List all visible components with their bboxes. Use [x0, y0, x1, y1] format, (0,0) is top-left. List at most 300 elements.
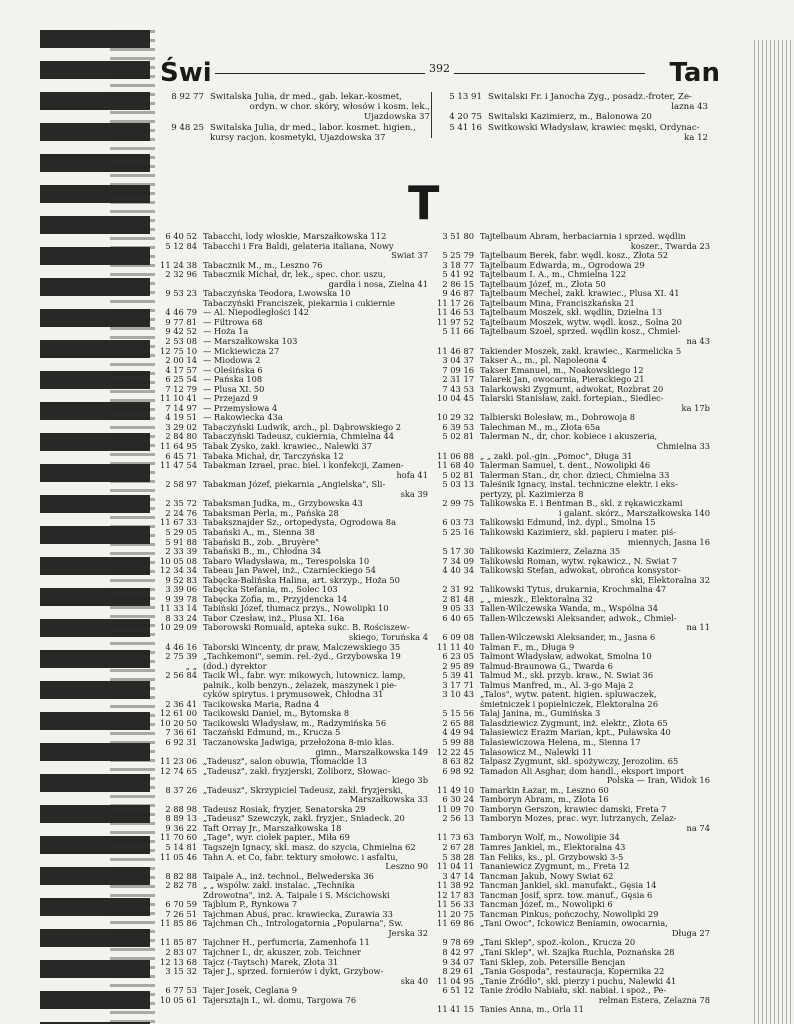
entry-text: Tajchman Ch., Intrologatornia „Popularna", Św.	[203, 919, 404, 929]
directory-entry	[153, 623, 428, 633]
phone-number: 3 18 77	[442, 259, 474, 270]
entry-text: — Przejazd 9	[203, 394, 258, 404]
entry-text: Tahn A. et Co, fabr. tektury smołowc. i asfaltu,	[203, 852, 399, 862]
phone-number: 11 47 54	[160, 460, 197, 471]
directory-entry	[153, 853, 428, 863]
page-edge	[754, 40, 794, 1024]
phone-number: 11 09 70	[437, 803, 474, 814]
entry-text: Długa 27	[671, 928, 710, 938]
phone-number: 10 05 61	[160, 994, 197, 1005]
entry-text: — Al. Niepodległości 142	[203, 308, 309, 318]
phone-number: 2 58 97	[165, 479, 197, 490]
page-number: 392	[425, 62, 454, 75]
phone-number: 2 00 14	[165, 355, 197, 366]
phone-number: 3 29 02	[165, 421, 197, 432]
entry-text: gimn., Marszałkowska 149	[315, 747, 428, 757]
phone-number: 5 99 88	[442, 736, 474, 747]
directory-entry	[153, 786, 428, 796]
entry-text: lazna 43	[671, 102, 708, 113]
entry-text: Tabacznik M., m., Leszno 76	[203, 260, 323, 270]
entry-text: „Tachkemoni", semin. rel.-żyd., Grzybowska 19	[203, 652, 401, 662]
directory-entry	[430, 919, 710, 929]
entry-text: Leszno 90	[385, 862, 428, 872]
entry-text: — Oleśińska 6	[203, 365, 263, 375]
phone-number: 3 17 71	[442, 679, 474, 690]
phone-number: 11 70 60	[160, 832, 197, 843]
phone-number: 10 20 50	[160, 717, 197, 728]
entry-text: Talikowski Edmund, inż. dypl., Smolna 15	[480, 518, 656, 528]
phone-number: 5 41 16	[449, 122, 482, 133]
entry-text: Takser Emanuel, m., Noakowskiego 12	[480, 365, 644, 375]
phone-number: 2 82 78	[165, 880, 197, 891]
phone-number: 6 40 65	[442, 612, 474, 623]
phone-number: 3 47 14	[442, 870, 474, 881]
entry-text: Tamarkin Łazar, m., Leszno 60	[480, 785, 609, 795]
entry-text: Tajtelbaum Szoel, sprzed. wędlin kosz., Chmiel-	[480, 327, 681, 337]
phone-number	[160, 112, 210, 122]
entry-text: (dod.) dyrektor	[203, 661, 267, 671]
entry-text: Tancman Jankiel, skl. manufakt., Gęsia 14	[480, 881, 657, 891]
entry-text: Tabański A., m., Sienna 38	[203, 527, 315, 537]
directory-entry	[153, 242, 428, 252]
entry-text: Ujazdowska 37	[364, 112, 430, 123]
entry-text: Świtalski Fr. i Janocha Zyg., posadz.-froter, Że-	[488, 92, 692, 102]
entry-text: Talarek Jan, owocarnia, Pierackiego 21	[480, 375, 645, 385]
phone-number: 9 05 33	[442, 603, 474, 614]
phone-number: 2 81 48	[442, 593, 474, 604]
entry-text: Tancman Jakub, Nowy Świat 62	[480, 871, 614, 881]
directory-entry	[160, 123, 430, 133]
entry-text: — Rakowiecka 43a	[203, 413, 283, 423]
entry-text: Tajchner H., perfumcria, Zamenhofa 11	[203, 938, 370, 948]
phone-number: 6 03 73	[442, 517, 474, 528]
entry-text: Talechman M., m., Złota 65a	[480, 422, 601, 432]
phone-number: 2 35 72	[165, 498, 197, 509]
phone-number: 2 88 98	[165, 803, 197, 814]
phone-number: 2 53 08	[165, 336, 197, 347]
phone-number: 8 33 24	[165, 612, 197, 623]
entry-text: — Miodowa 2	[203, 356, 261, 366]
phone-number: 9 53 23	[165, 288, 197, 299]
entry-text: „Tanie Źródło", skl. pierzy i puchu, Nalewki 41	[480, 976, 677, 986]
phone-number: 8 29 61	[442, 966, 474, 977]
phone-number: 12 75 10	[160, 345, 197, 356]
header-guide-word-left: Świ	[160, 58, 212, 88]
phone-number: 11 85 86	[160, 918, 197, 929]
phone-number: 9 36 22	[165, 822, 197, 833]
entry-text: Tabakman Izrael, prac. biel. i konfekcji, Zamen-	[203, 461, 404, 471]
entry-text: Tabęcka Stefania, m., Solec 103	[203, 585, 338, 595]
entry-text: Zdrowotna", inż. A. Taipale i S. Mścichowski	[203, 890, 390, 900]
directory-entry	[430, 986, 710, 996]
entry-text: Tabaczyński Ludwik, arch., pl. Dąbrowskiego 2	[203, 422, 402, 432]
phone-number: 5 17 30	[442, 546, 474, 557]
phone-number: 11 06 88	[437, 450, 474, 461]
entry-text: Tajersztajn I., wł. domu, Targowa 76	[203, 995, 357, 1005]
entry-text: „Tani Owoc", Ickowicz Beniamin, owocarnia,	[480, 919, 668, 929]
phone-number: 11 17 26	[437, 297, 474, 308]
column-separator	[431, 92, 432, 138]
phone-number: 4 17 57	[165, 364, 197, 375]
phone-number: 4 40 34	[442, 565, 474, 576]
entry-text: Tancman Pinkus, pończochy, Nowolipki 29	[480, 909, 659, 919]
entry-text: Talbierski Bolesław, m., Dobrowoja 8	[480, 413, 636, 423]
entry-text: Tamres Jankiel, m., Elektoralna 43	[480, 843, 626, 852]
entry-text: Tabęcka-Balińska Halina, art. skrzyp., Hoża 50	[203, 575, 400, 585]
entry-text: Taft Orray Jr., Marszałkowska 18	[203, 823, 342, 833]
directory-entry	[153, 480, 428, 490]
entry-text: Takser A., m., pl. Napoleona 4	[480, 356, 607, 366]
entry-text: Chmielna 33	[656, 442, 710, 452]
directory-entry	[430, 232, 710, 242]
entry-text: Tamboryn Gerszon, krawiec damski, Freta 7	[480, 804, 667, 814]
phone-number: 2 36 41	[165, 698, 197, 709]
entry-text: Tabakman Józef, piekarnia „Angielska", Śli-	[203, 480, 386, 490]
entry-text: relman Estera, Żelazna 78	[598, 995, 710, 1005]
phone-number: 11 73 63	[437, 832, 474, 843]
phone-number: 8 42 97	[442, 947, 474, 958]
directory-entry	[438, 133, 708, 143]
entry-text: ska 40	[400, 976, 428, 986]
entry-text: Talerman N., dr, chor. kobiece i akuszeria,	[480, 432, 658, 442]
phone-number: 11 68 40	[437, 460, 474, 471]
entry-text: Talasiewiczowa Helena, m., Sienna 17	[480, 737, 641, 747]
entry-text: miennych, Jasna 16	[627, 537, 710, 547]
entry-text: Tabor Czesław, inż., Plusa XI. 16a	[203, 613, 345, 623]
entry-text: Tajtelbaum I. A., m., Chmielna 122	[480, 270, 627, 280]
phone-number: 6 40 52	[165, 231, 197, 241]
phone-number: 2 86 15	[442, 278, 474, 289]
phone-number: 8 89 13	[165, 813, 197, 824]
entry-text: Talarkowski Zygmunt, adwokat, Rozbrat 20	[480, 384, 664, 394]
entry-text: „Tania Gospoda", restauracja, Kopernika 22	[480, 967, 665, 977]
phone-number: 6 39 53	[442, 421, 474, 432]
phone-number: 7 43 53	[442, 383, 474, 394]
entry-text: Świtalska Julia, dr med., gab. lekar.-kosmet,	[210, 92, 402, 102]
phone-number: 11 24 38	[160, 259, 197, 270]
entry-text: „Tadeusz", salon obuwia, Tłomackie 13	[203, 757, 368, 767]
phone-number: 9 77 81	[165, 316, 197, 327]
entry-text: Tacikowski Władysław, m., Radzymińska 56	[203, 718, 387, 728]
entry-text: Tajtelbaum Józef, m., Złota 50	[480, 279, 606, 289]
entry-text: kiego 3b	[391, 776, 428, 786]
entry-text: kursy racjon. kosmetyki, Ujazdowska 37	[210, 132, 386, 143]
phone-number: 7 36 61	[165, 727, 197, 738]
entry-text: Talarski Stanisław, zakł. fortepian., Siedlec-	[480, 394, 664, 404]
phone-number: 3 39 06	[165, 584, 197, 595]
entry-text: Tabiński Józef, tłumacz przys., Nowolipki 10	[203, 604, 389, 614]
right-column	[430, 232, 710, 1015]
entry-text: Taleśnik Ignacy, instal. techniczne elektr. i eks-	[480, 480, 678, 490]
entry-text: ka 12	[684, 132, 708, 143]
phone-number: 7 09 16	[442, 364, 474, 375]
entry-text: — Przemysłowa 4	[203, 403, 278, 413]
entry-text: „Tadeusz", zakł. fryzjerski, Żoliborz, Słowac-	[203, 766, 391, 776]
phone-number: 2 75 39	[165, 651, 197, 662]
entry-text: śmietniczek i popielniczek, Elektoralna 26	[480, 699, 658, 709]
phone-number: 5 38 28	[442, 851, 474, 862]
entry-text: Świtalska Julia, dr med., labor. kosmet. higien.,	[210, 122, 416, 133]
phone-number: 10 29 32	[437, 412, 474, 423]
phone-number: 2 99 75	[442, 498, 474, 509]
directory-entry	[430, 814, 710, 824]
phone-number: 11 56 33	[437, 899, 474, 910]
header-guide-word-right: Tan	[669, 58, 720, 88]
directory-entry	[153, 967, 428, 977]
phone-number: 12 17 83	[437, 889, 474, 900]
entry-text: Tanie źródło Nabiału, skł. nabiał. i spoż., Pe-	[480, 986, 667, 996]
page-header	[160, 58, 720, 90]
entry-text: Talmont Władysław, adwokat, Smolna 10	[480, 652, 652, 662]
entry-text: „Tani Sklep", wł. Szajka Ruchla, Poznańska 28	[480, 948, 675, 958]
entry-text: na 43	[686, 337, 710, 347]
phone-number: 8 92 77	[171, 92, 204, 102]
phone-number: 10 05 08	[160, 555, 197, 566]
phone-number: 5 25 16	[442, 526, 474, 537]
phone-number: 5 03 13	[442, 479, 474, 490]
entry-text: Tacikowska Maria, Radna 4	[203, 699, 320, 709]
entry-text: Tajtelbaum Mechel, zakł. krawiec., Plusa XI. 41	[480, 289, 680, 299]
entry-text: Tabaczyński Tadeusz, cukiernia, Chmielna 44	[203, 432, 395, 442]
entry-text: Tamboryn Wolf, m., Nowolipie 34	[480, 833, 620, 843]
directory-entry	[153, 767, 428, 777]
phone-number: 12 22 45	[437, 746, 474, 757]
entry-text: „Tage", wyr. ciołek papier., Miła 69	[203, 833, 350, 843]
entry-text: — Marszałkowska 103	[203, 337, 298, 347]
entry-text: Tabaksman Perla, m., Pańska 28	[203, 508, 339, 518]
phone-number: 2 56 13	[442, 813, 474, 824]
entry-text: — Mickiewicza 27	[203, 346, 280, 356]
entry-text: pertyzy, pl. Kazimierza 8	[480, 489, 584, 499]
entry-text: Takiender Moszek, zakł. krawiec., Karmelicka 5	[480, 346, 682, 356]
entry-text: Talaj Janina, m., Gumińska 3	[480, 709, 601, 719]
phone-number: 5 14 81	[165, 842, 197, 852]
directory-entry	[153, 919, 428, 929]
entry-text: Talpasz Zygmunt, skl. spożywczy, Jerozolim. 65	[480, 757, 679, 767]
entry-text: Tabański B., zob. „Bruyère"	[203, 537, 319, 547]
directory-entry	[153, 881, 428, 891]
entry-text: „Talos", wytw. patent. higien. spluwaczek,	[480, 690, 657, 700]
entry-text: „Tadeusz" Szewczyk, zakł. fryzjer., Śniadeck. 20	[203, 814, 405, 824]
phone-number: 12 61 00	[160, 708, 197, 719]
phone-number: 11 04 11	[437, 861, 474, 872]
phone-number: 7 14 97	[165, 402, 197, 413]
phone-number: 2 33 39	[165, 546, 197, 557]
directory-entry	[153, 461, 428, 471]
entry-text: Tabeau Jan Paweł, inż., Czarnieckiego 54	[203, 566, 376, 576]
phone-number: 11 10 41	[160, 393, 197, 404]
entry-text: Taczanowska Jadwiga, przełożona 8-mio klas.	[203, 737, 395, 747]
entry-text: „ „ mieszk., Elektoralna 32	[480, 594, 593, 604]
directory-entry	[430, 767, 710, 777]
phone-number: 12 34 34	[160, 565, 197, 576]
directory-entry	[160, 112, 430, 122]
phone-number	[438, 102, 488, 112]
entry-text: Tallen-Wilczewski Aleksander, m., Jasna 6	[480, 632, 656, 642]
entry-text: „Tadeusz", Skrzypiciel Tadeusz, zakł. fryzjerski,	[203, 785, 404, 795]
phone-number: 7 34 09	[442, 555, 474, 566]
phone-number: 9 78 69	[442, 937, 474, 948]
phone-number: 11 20 75	[437, 908, 474, 919]
entry-text: Tamboryn Mozes, prac. wyr. lutrzanych, Żelaz-	[480, 814, 677, 824]
phone-number: 11 64 95	[160, 441, 197, 452]
entry-text: Talerman Stan., dr, chor. dzieci, Chmielna 33	[480, 470, 670, 480]
phone-number: 11 67 33	[160, 517, 197, 528]
directory-entry	[430, 432, 710, 442]
phone-number: 5 91 88	[165, 536, 197, 547]
phone-number: 5 41 92	[442, 269, 474, 280]
entry-text: Tajer Josek, Ceglana 9	[203, 986, 298, 996]
phone-number: 9 48 25	[171, 122, 204, 133]
directory-entry	[430, 327, 710, 337]
binding-shadow	[110, 30, 155, 1024]
phone-number: 6 25 54	[165, 374, 197, 385]
entry-text: Tabacznik Michał, dr, lek., spec. chor. uszu,	[203, 270, 386, 280]
entry-text: Talikowski Stefan, adwokat, obrońca konsystor-	[480, 566, 681, 576]
entry-text: Tabaczyńska Teodora, Lwowska 10	[203, 289, 351, 299]
directory-entry	[438, 123, 708, 133]
phone-number: 2 31 92	[442, 584, 474, 595]
entry-text: Tananiewicz Zygmunt, m., Freta 12	[480, 862, 630, 872]
entry-text: Taborski Wincenty, dr praw, Malczewskiego 35	[203, 642, 401, 652]
phone-number: 10 04 45	[437, 393, 474, 404]
phone-number: 8 82 88	[165, 870, 197, 881]
entry-text: ska 39	[400, 489, 428, 499]
phone-number: 8 63 82	[442, 756, 474, 767]
entry-text: Talikowski Tytus, drukarnia, Krochmalna 47	[480, 585, 667, 595]
entry-text: Tancman Józef, m., Nowolipki 6	[480, 900, 613, 910]
entry-text: Tancman Josif, sprz. tow. manuf., Gęsia 6	[480, 890, 653, 900]
entry-text: Tabański B., m., Chłodna 34	[203, 547, 321, 557]
phone-number: 11 46 53	[437, 307, 474, 318]
directory-entry	[153, 289, 428, 299]
phone-number: 6 23 05	[442, 651, 474, 662]
phone-number: 11 04 95	[437, 975, 474, 986]
phone-number	[438, 133, 488, 143]
entry-text: Talman F., m., Długa 9	[480, 642, 575, 652]
phone-number: 6 77 53	[165, 985, 197, 996]
directory-entry	[438, 102, 708, 112]
entry-text: Tamboryn Abram, m., Złota 16	[480, 795, 609, 805]
phone-number: 6 70 59	[165, 899, 197, 910]
directory-entry	[430, 566, 710, 576]
phone-number: 11 23 06	[160, 756, 197, 767]
directory-entry	[160, 102, 430, 112]
directory-entry	[430, 690, 710, 700]
phone-number: 11 46 87	[437, 345, 474, 356]
phone-number: 11 49 10	[437, 784, 474, 795]
entry-text: Tallen-Wilczewski Aleksander, adwok., Chmiel-	[480, 613, 677, 623]
entry-text: Tabaro Władysława, m., Terespolska 10	[203, 556, 370, 566]
phone-number: 11 11 40	[437, 641, 474, 652]
phone-number: 11 41 15	[437, 1004, 474, 1015]
entry-text: Tadeusz Rosiak, fryzjer, Senatorska 29	[203, 804, 366, 814]
entry-text: Talmus Manfred, m., Al. 3-go Maja 2	[480, 680, 634, 690]
phone-number: 6 98 92	[442, 765, 474, 776]
entry-text: „Tani Sklep", spoż.-kolon., Krucza 20	[480, 938, 636, 948]
entry-text: Tajtelbaum Edwarda, m., Ogrodowa 29	[480, 260, 645, 270]
phone-number: 9 39 78	[165, 593, 197, 604]
entry-text: „ „ zakł. pol.-gin. „Pomoc", Długa 31	[480, 451, 633, 461]
phone-number: 7 12 79	[165, 383, 197, 394]
entry-text: i galant. skórz., Marszałkowska 140	[558, 508, 710, 518]
phone-number: 6 51 12	[442, 985, 474, 996]
entry-text: Talikowski Roman, wytw. rękawicz., N. Świat 7	[480, 556, 678, 566]
entry-text: ka 17b	[681, 403, 710, 413]
entry-text: ski, Elektoralna 32	[630, 575, 710, 585]
entry-text: Talikowski Kazimierz, skł. papieru i mater. piś-	[480, 527, 677, 537]
entry-text: Marszałkowska 33	[349, 795, 428, 805]
phone-number: 4 46 79	[165, 307, 197, 318]
entry-text: Talmud M., skł. przyb. kraw., N. Świat 36	[480, 671, 654, 681]
phone-number: 2 67 28	[442, 842, 474, 852]
phone-number: 7 26 51	[165, 908, 197, 919]
phone-number: 3 15 32	[165, 966, 197, 977]
phone-number: 5 11 66	[442, 326, 474, 337]
phone-number: 3 51 80	[442, 231, 474, 241]
entry-text: Tajtelbaum Moszek, wytw. wędl. kosz., Solna 20	[480, 317, 682, 327]
entry-text: Tamadon Ali Asghar, dom handl., eksport import	[480, 766, 684, 776]
phone-number: 11 05 46	[160, 851, 197, 862]
entry-text: Talerman Samuel, t. dent., Nowolipki 46	[480, 461, 651, 471]
phone-number: 12 13 68	[160, 956, 197, 967]
entry-text: Tani Sklep, zob. Petersille Bencjan	[480, 957, 626, 967]
phone-number	[153, 681, 203, 691]
directory-entry	[160, 92, 430, 102]
phone-number: 5 13 91	[449, 92, 482, 102]
directory-entry	[438, 112, 708, 122]
phone-number: 6 45 71	[165, 450, 197, 461]
entry-text: Tabacchi, lody włoskie, Marszałkowska 112	[203, 232, 387, 241]
phone-number: 9 46 87	[442, 288, 474, 299]
entry-text: — Hoża 1a	[203, 327, 249, 337]
entry-text: Talikowski Kazimierz, Żelazna 35	[480, 547, 621, 557]
phone-number: 11 69 86	[437, 918, 474, 929]
directory-entry	[438, 92, 708, 102]
entry-text: Tajchner I., dr, akuszer, zob. Teichner	[203, 948, 361, 958]
phone-number: 9 52 83	[165, 574, 197, 585]
directory-entry	[153, 671, 428, 681]
entry-text: — Pańska 108	[203, 375, 263, 385]
phone-number: 2 65 88	[442, 717, 474, 728]
phone-number: 2 31 17	[442, 374, 474, 385]
directory-entry	[430, 528, 710, 538]
entry-text: Tajtelbaum Berek, fabr. wędl. kosz., Złota 52	[480, 251, 668, 261]
phone-number: 5 39 41	[442, 670, 474, 681]
section-letter: T	[408, 176, 440, 230]
phone-number: 6 30 24	[442, 794, 474, 805]
left-column	[153, 232, 428, 1005]
phone-number: „ „	[185, 660, 197, 671]
phone-number: 11 38 92	[437, 880, 474, 891]
phone-number: 5 15 56	[442, 708, 474, 719]
directory-entry	[153, 270, 428, 280]
entry-text: Tabaksznajder Sz., ortopedysta, Ogrodowa 8a	[203, 518, 397, 528]
phone-number: 4 49 94	[442, 727, 474, 738]
entry-text: Tajtelbaum Abram, herbaciarnia i sprzed. wędlin	[480, 232, 686, 241]
entry-text: Tabaka Michał, dr, Tarczyńska 12	[203, 451, 344, 461]
directory-entry	[153, 996, 428, 1006]
phone-number: 11 85 87	[160, 937, 197, 948]
entry-text: gardła i nosa, Zielna 41	[328, 279, 428, 289]
entry-text: Świat 37	[391, 251, 428, 261]
phone-number: 3 10 43	[442, 689, 474, 700]
phone-number: 4 19 51	[165, 412, 197, 423]
entry-text: Taczański Edmund, m., Krucza 5	[203, 728, 341, 738]
directory-entry	[430, 499, 710, 509]
phone-number: 2 84 80	[165, 431, 197, 442]
entry-text: Tabaksman Judka, m., Grzybowska 43	[203, 499, 363, 509]
